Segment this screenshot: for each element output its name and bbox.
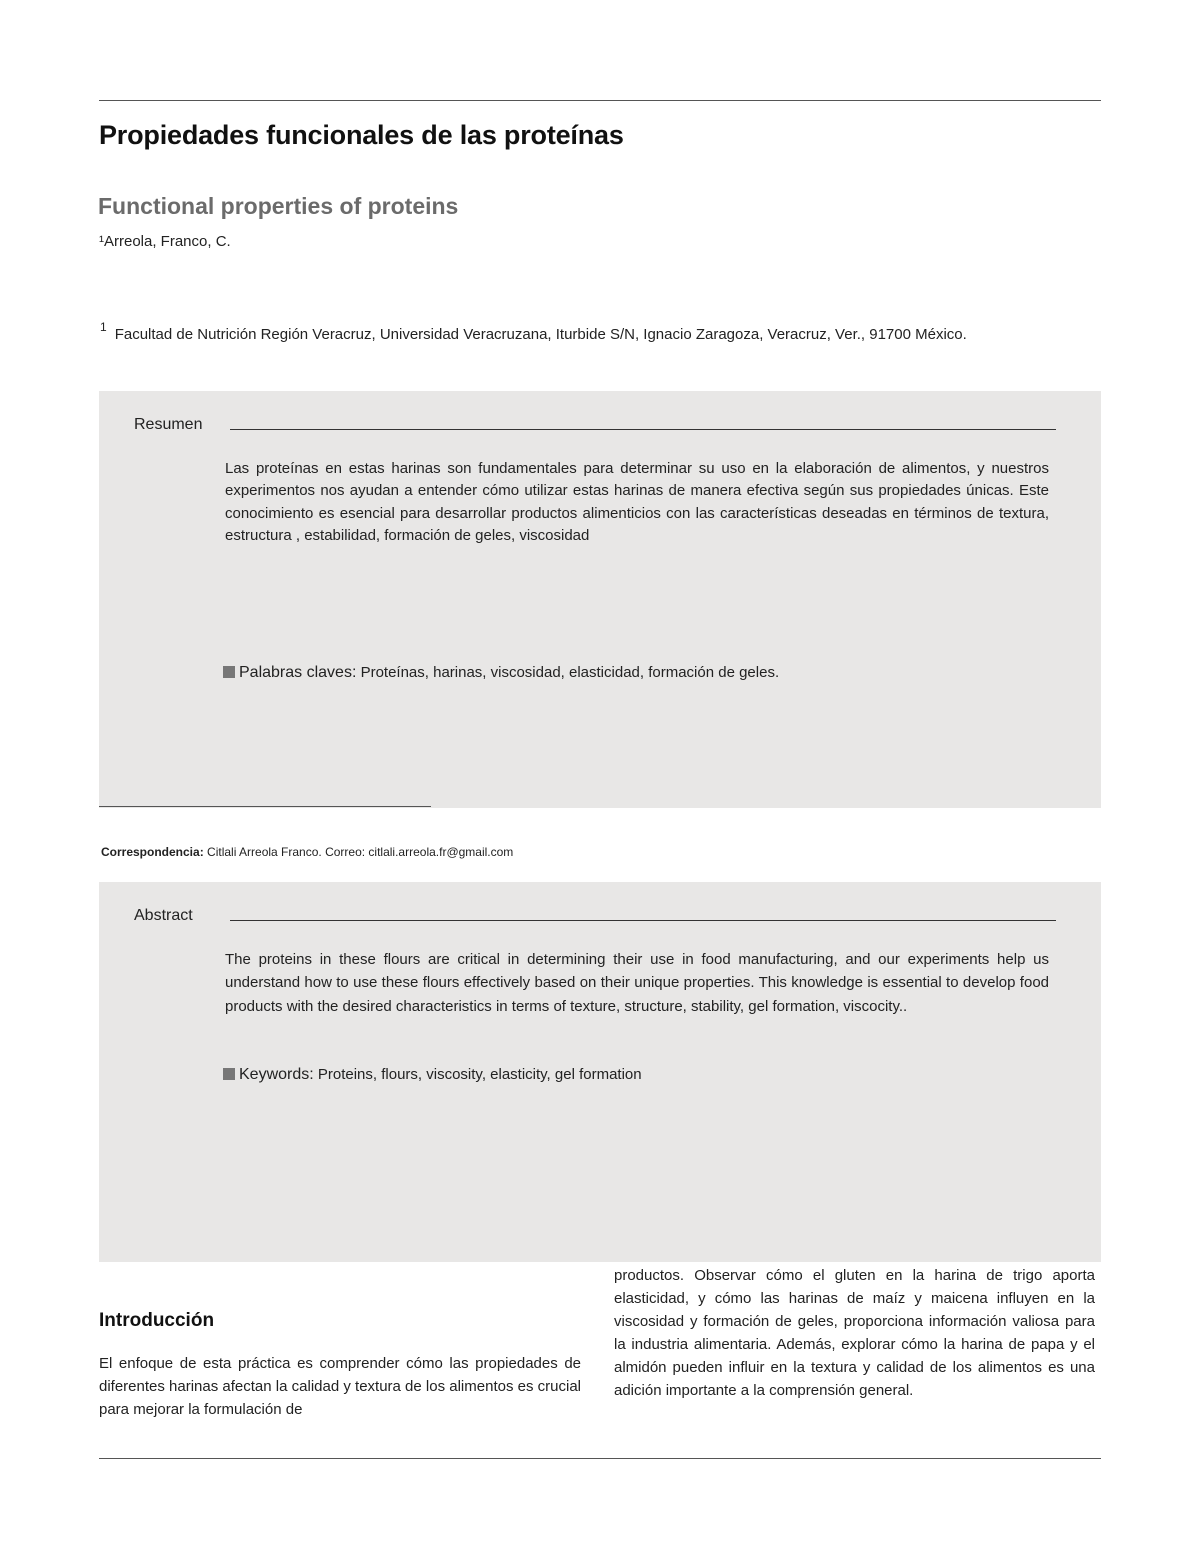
affiliation-mark: 1 bbox=[100, 320, 107, 334]
resumen-box bbox=[99, 391, 1101, 808]
introduction-heading: Introducción bbox=[99, 1310, 215, 1331]
english-title: Functional properties of proteins bbox=[98, 193, 459, 219]
resumen-label: Resumen bbox=[134, 416, 203, 433]
abstract-text: The proteins in these flours are critical in determining their use in food manufacturing, and our experiments help us understand how to use these flours effectively based on their unique properties. This knowledge is essential to develop food products with the desired characteristics in terms of texture, structure, stability, gel formation, viscocity.. bbox=[225, 951, 1049, 1015]
correspondence-label: Correspondencia: bbox=[101, 845, 204, 859]
bottom-rule bbox=[99, 1458, 1101, 1459]
affiliation bbox=[100, 318, 1000, 346]
author-line: ¹Arreola, Franco, C. bbox=[99, 233, 231, 250]
keywords-label: Keywords: bbox=[239, 1066, 314, 1083]
abstract-box bbox=[99, 882, 1101, 1262]
correspondence-text: Citlali Arreola Franco. Correo: citlali.arreola.fr@gmail.com bbox=[207, 845, 514, 859]
palabras-claves-text: Proteínas, harinas, viscosidad, elasticidad, formación de geles. bbox=[360, 664, 780, 681]
introduction-right-column: productos. Observar cómo el gluten en la harina de trigo aporta elasticidad, y cómo las harinas de maíz y maicena influyen en la viscosidad y formación de geles, proporciona información valiosa para la industria alimentaria. Además, explorar cómo la harina de papa y el almidón pueden influir en la textura y calidad de los alimentos es una adición importante a la comprensión general. bbox=[614, 1267, 1095, 1399]
abstract-label: Abstract bbox=[134, 907, 193, 924]
abstract-rule bbox=[230, 920, 1056, 921]
affiliation-text: Facultad de Nutrición Región Veracruz, Universidad Veracruzana, Iturbide S/N, Ignacio Zaragoza, Veracruz, Ver., 91700 México. bbox=[114, 326, 967, 343]
footnote-rule bbox=[99, 806, 431, 807]
page-title: Propiedades funcionales de las proteínas bbox=[99, 120, 624, 150]
palabras-claves-label: Palabras claves: bbox=[239, 664, 357, 681]
keywords bbox=[223, 1066, 642, 1084]
keyword-marker-icon bbox=[223, 1068, 235, 1080]
palabras-claves bbox=[223, 664, 779, 682]
correspondence bbox=[101, 845, 513, 859]
resumen-text: Las proteínas en estas harinas son fundamentales para determinar su uso en la elaboración de alimentos, y nuestros experimentos nos ayudan a entender cómo utilizar estas harinas de manera efectiva según sus propiedades únicas. Este conocimiento es esencial para desarrollar productos alimenticios con las características deseadas en términos de textura, estructura , estabilidad, formación de geles, viscosidad bbox=[225, 460, 1049, 544]
introduction-left-column: El enfoque de esta práctica es comprender cómo las propiedades de diferentes harinas afectan la calidad y textura de los alimentos es crucial para mejorar la formulación de bbox=[99, 1355, 581, 1418]
keyword-marker-icon bbox=[223, 666, 235, 678]
top-rule bbox=[99, 100, 1101, 101]
resumen-rule bbox=[230, 429, 1056, 430]
keywords-text: Proteins, flours, viscosity, elasticity, gel formation bbox=[317, 1066, 642, 1083]
